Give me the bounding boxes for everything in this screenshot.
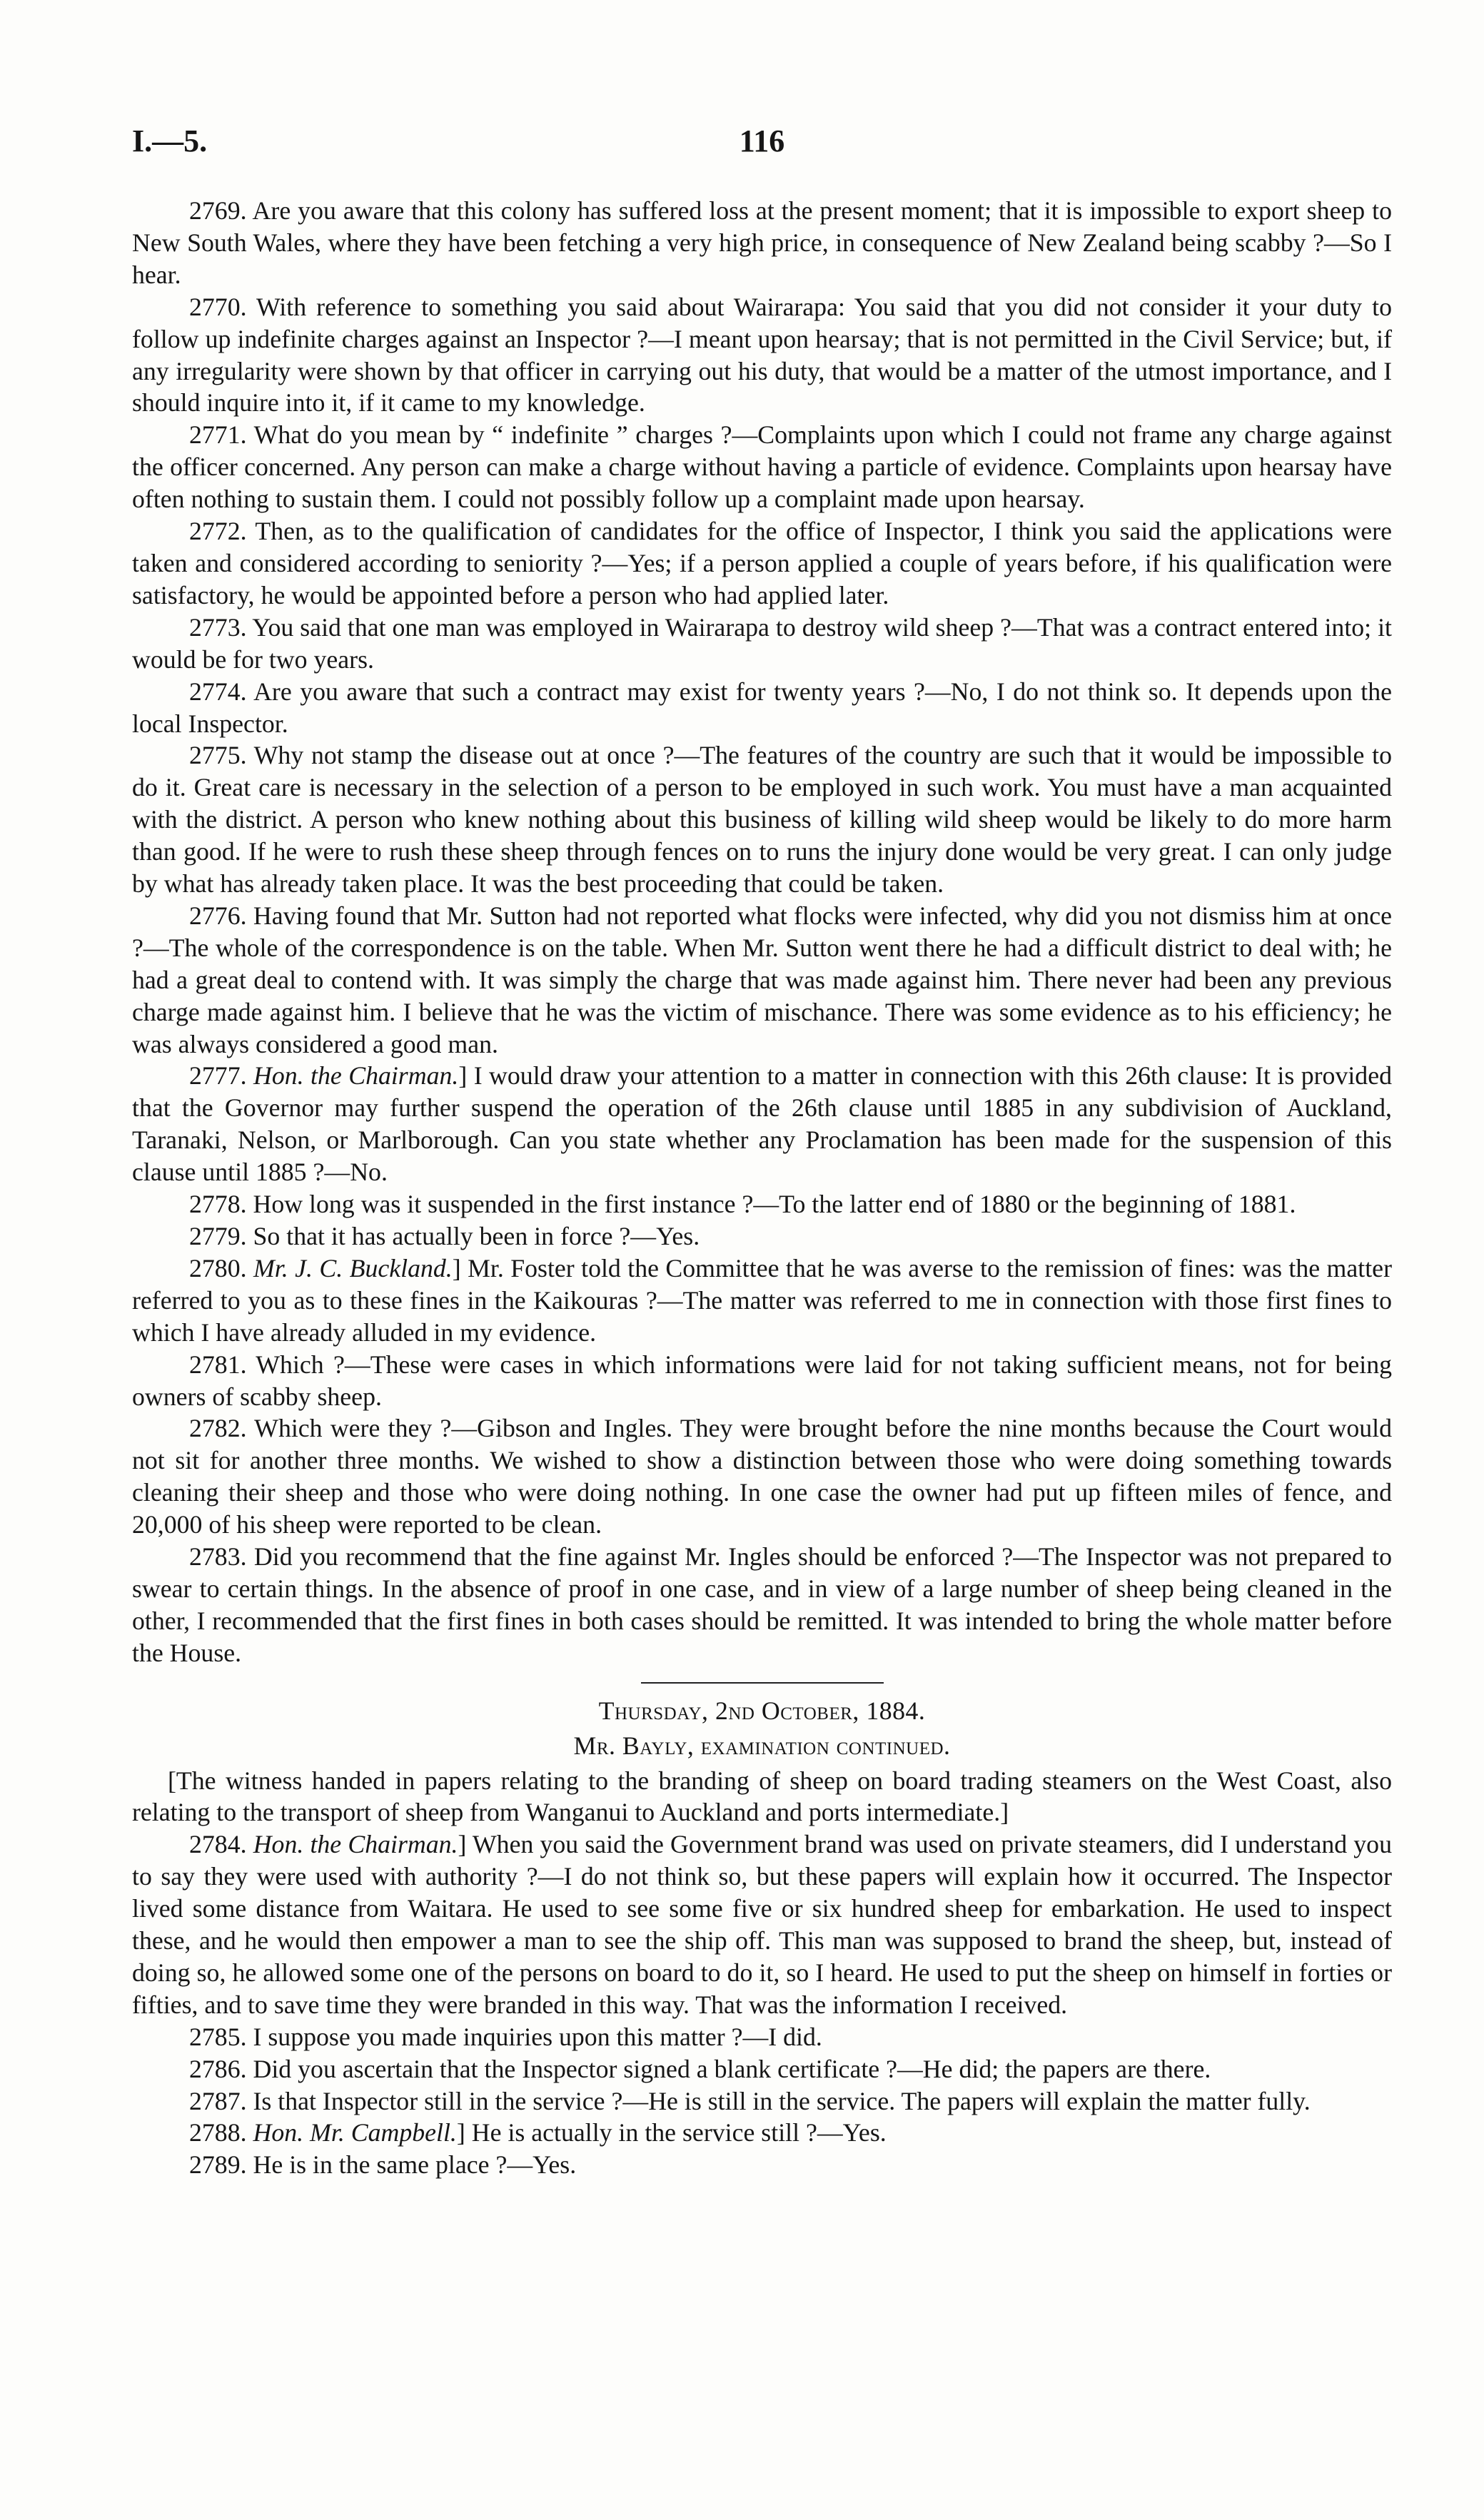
evidence-paragraph bbox=[132, 2149, 1392, 2181]
question-answer-text: How long was it suspended in the first instance ?—To the latter end of 1880 or the beginning of 1881. bbox=[253, 1190, 1296, 1219]
evidence-paragraph bbox=[132, 2021, 1392, 2053]
evidence-paragraph bbox=[132, 612, 1392, 676]
section-divider bbox=[641, 1682, 884, 1684]
evidence-paragraph bbox=[132, 2053, 1392, 2085]
question-answer-text: Having found that Mr. Sutton had not reported what flocks were infected, why did you not dismiss him at once ?—The whole of the correspondence is on the table. When Mr. Sutton went there he had a difficult district to deal with; he had a great deal to contend with. It was simply the charge that was made against him. There never had been any previous charge made against him. I believe that he was the victim of mischance. There was some evidence as to his efficiency; he was always considered a good man. bbox=[132, 901, 1392, 1058]
question-number: 2780. bbox=[189, 1253, 247, 1282]
session-witness: Mr. Bayly, examination continued. bbox=[573, 1731, 951, 1760]
question-answer-text: When you said the Government brand was used on private steamers, did I understand you to say they were used with authority ?—I do not think so, but these papers will explain how it occurred. The Inspector lived some distance from Waitara. He used to see some five or six hundred sheep for embarkation. He used to inspect these, and he would then empower a man to see the ship off. This man was supposed to brand the sheep, but, instead of doing so, he allowed some one of the persons on board to do it, so I heard. He used to put the sheep on himself in forties or fifties, and to save time they were branded in this way. That was the information I received. bbox=[132, 1830, 1392, 2019]
question-answer-text: He is actually in the service still ?—Yes. bbox=[471, 2118, 887, 2147]
question-answer-text: Mr. Foster told the Committee that he was averse to the remission of fines: was the matter referred to you as to these fines in the Kaikouras ?—The matter was referred to me in connection with those first fines to which I have already alluded in my evidence. bbox=[132, 1253, 1392, 1347]
evidence-section-before bbox=[132, 195, 1392, 1669]
question-number: 2787. bbox=[189, 2086, 247, 2115]
evidence-paragraph bbox=[132, 1541, 1392, 1669]
question-answer-text: Did you recommend that the fine against Mr. Ingles should be enforced ?—The Inspector was not prepared to swear to certain things. In the absence of proof in one case, and in view of a large number of sheep being cleaned in the other, I recommended that the first fines in both cases should be remitted. It was intended to bring the whole matter before the House. bbox=[132, 1542, 1393, 1667]
question-answer-text: Are you aware that this colony has suffered loss at the present moment; that it is impossible to export sheep to New South Wales, where they have been fetching a very high price, in consequence of New Zealand being scabby ?—So I hear. bbox=[132, 196, 1392, 289]
question-answer-text: Are you aware that such a contract may exist for twenty years ?—No, I do not think so. It depends upon the local Inspector. bbox=[132, 677, 1392, 738]
page-header bbox=[132, 123, 1392, 166]
question-answer-text: Which ?—These were cases in which informations were laid for not taking sufficient means, not for being owners of scabby sheep. bbox=[132, 1350, 1392, 1411]
question-number: 2772. bbox=[189, 517, 247, 546]
question-number: 2769. bbox=[189, 196, 247, 225]
evidence-paragraph bbox=[132, 195, 1392, 291]
question-number: 2785. bbox=[189, 2022, 247, 2051]
question-number: 2777. bbox=[189, 1061, 247, 1091]
question-number: 2784. bbox=[189, 1830, 247, 1859]
question-answer-text: What do you mean by “ indefinite ” charges ?—Complaints upon which I could not frame any charge against the officer concerned. Any person can make a charge without having a particle of evidence. Complaints upon hearsay have often nothing to sustain them. I could not possibly follow up a complaint made upon hearsay. bbox=[132, 420, 1392, 514]
question-number: 2789. bbox=[189, 2150, 247, 2180]
evidence-paragraph: 2784. Hon. the Chairman.] When you said the Government brand was used on private steamers, did I understand you to say they were used with authority ?—I do not think so, but these papers will explain how it occurred. The Inspector lived some distance from Waitara. He used to see some five or six hundred sheep for embarkation. He used to inspect these, and he would then empower a man to see the ship off. This man was supposed to brand the sheep, but, instead of doing so, he allowed some one of the persons on board to do it, so I heard. He used to put the sheep on himself in forties or fifties, and to save time they were branded in this way. That was the information I received. bbox=[132, 1830, 1392, 2019]
session-date: Thursday, 2nd October, 1884. bbox=[598, 1696, 926, 1725]
question-number: 2778. bbox=[189, 1190, 247, 1219]
question-number: 2771. bbox=[189, 420, 247, 450]
question-number: 2783. bbox=[189, 1542, 247, 1572]
question-number: 2782. bbox=[189, 1414, 247, 1443]
question-answer-text: He is in the same place ?—Yes. bbox=[253, 2150, 577, 2180]
evidence-paragraph bbox=[132, 1188, 1392, 1220]
question-number: 2773. bbox=[189, 612, 247, 642]
evidence-paragraph bbox=[132, 739, 1392, 900]
question-number: 2779. bbox=[189, 1222, 247, 1250]
speaker-name: Hon. Mr. Campbell. bbox=[253, 2118, 457, 2147]
evidence-paragraph bbox=[132, 1349, 1392, 1413]
document-reference: I.—5. bbox=[132, 123, 208, 158]
question-answer-text: Then, as to the qualification of candidates for the office of Inspector, I think you said the applications were taken and considered according to seniority ?—Yes; if a person applied a couple of years before, if his qualification were satisfactory, he would be appointed before a person who had applied later. bbox=[132, 517, 1392, 609]
evidence-paragraph bbox=[132, 2085, 1392, 2117]
evidence-paragraph bbox=[132, 900, 1392, 1061]
question-number: 2775. bbox=[189, 741, 247, 770]
page-number: 116 bbox=[739, 123, 785, 158]
evidence-paragraph: 2780. Mr. J. C. Buckland.] Mr. Foster told the Committee that he was averse to the remission of fines: was the matter referred to you as to these fines in the Kaikouras ?—The matter was referred to me in connection with those first fines to which I have already alluded in my evidence. bbox=[132, 1253, 1392, 1347]
evidence-paragraph: 2777. Hon. the Chairman.] I would draw your attention to a matter in connection with this 26th clause: It is provided that the Governor may further suspend the operation of the 26th clause until 1885 in any subdivision of Auckland, Taranaki, Nelson, or Marlborough. Can you state whether any Proclamation has been made for the suspension of this clause until 1885 ?—No. bbox=[132, 1061, 1392, 1187]
question-answer-text: With reference to something you said about Wairarapa: You said that you did not consider it your duty to follow up indefinite charges against an Inspector ?—I meant upon hearsay; that is not permitted in the Civil Service; but, if any irregularity were shown by that officer in carrying out his duty, that would be a matter of the utmost importance, and I should inquire into it, if it came to my knowledge. bbox=[132, 292, 1392, 418]
question-answer-text: So that it has actually been in force ?—Yes. bbox=[253, 1222, 700, 1250]
speaker-name: Mr. J. C. Buckland. bbox=[253, 1253, 453, 1282]
speaker-name: Hon. the Chairman. bbox=[253, 1830, 458, 1859]
question-number: 2788. bbox=[189, 2118, 247, 2147]
question-answer-text: Why not stamp the disease out at once ?—The features of the country are such that it would be impossible to do it. Great care is necessary in the selection of a person to be employed in such work. You must have a man acquainted with the district. A person who knew nothing about this business of killing wild sheep would be likely to do more harm than good. If he were to rush these sheep through fences on to runs the injury done would be very great. I can only judge by what has already taken place. It was the best proceeding that could be taken. bbox=[132, 741, 1392, 899]
question-number: 2781. bbox=[189, 1350, 247, 1379]
evidence-section-after bbox=[132, 1828, 1392, 2181]
evidence-paragraph bbox=[132, 1220, 1392, 1253]
evidence-paragraph bbox=[132, 1412, 1392, 1541]
document-body bbox=[132, 195, 1392, 2181]
question-number: 2776. bbox=[189, 901, 247, 930]
question-number: 2786. bbox=[189, 2054, 247, 2083]
evidence-paragraph bbox=[132, 419, 1392, 515]
speaker-name: Hon. the Chairman. bbox=[253, 1061, 459, 1091]
question-answer-text: Did you ascertain that the Inspector signed a blank certificate ?—He did; the papers are there. bbox=[253, 2054, 1211, 2083]
evidence-paragraph: 2788. Hon. Mr. Campbell.] He is actually in the service still ?—Yes. bbox=[189, 2118, 887, 2147]
question-answer-text: You said that one man was employed in Wairarapa to destroy wild sheep ?—That was a contract entered into; it would be for two years. bbox=[132, 612, 1392, 674]
question-number: 2770. bbox=[189, 292, 247, 321]
question-answer-text: I suppose you made inquiries upon this matter ?—I did. bbox=[253, 2022, 822, 2051]
evidence-paragraph bbox=[132, 676, 1392, 740]
question-answer-text: I would draw your attention to a matter in connection with this 26th clause: It is provided that the Governor may further suspend the operation of the 26th clause until 1885 in any subdivision of Auckland, Taranaki, Nelson, or Marlborough. Can you state whether any Proclamation has been made for the suspension of this clause until 1885 ?—No. bbox=[132, 1061, 1392, 1187]
evidence-paragraph bbox=[132, 291, 1392, 420]
question-answer-text: Is that Inspector still in the service ?—He is still in the service. The papers will explain the matter fully. bbox=[253, 2086, 1311, 2115]
session-note: [The witness handed in papers relating to the branding of sheep on board trading steamers on the West Coast, also relating to the transport of sheep from Wanganui to Auckland and ports intermediate.] bbox=[132, 1766, 1392, 1827]
question-answer-text: Which were they ?—Gibson and Ingles. They were brought before the nine months because the Court would not sit for another three months. We wished to show a distinction between those who were doing something towards cleaning their sheep and those who were doing nothing. In one case the owner had put up fifteen miles of fence, and 20,000 of his sheep were reported to be clean. bbox=[132, 1414, 1392, 1539]
question-number: 2774. bbox=[189, 677, 247, 706]
evidence-paragraph bbox=[132, 515, 1392, 612]
